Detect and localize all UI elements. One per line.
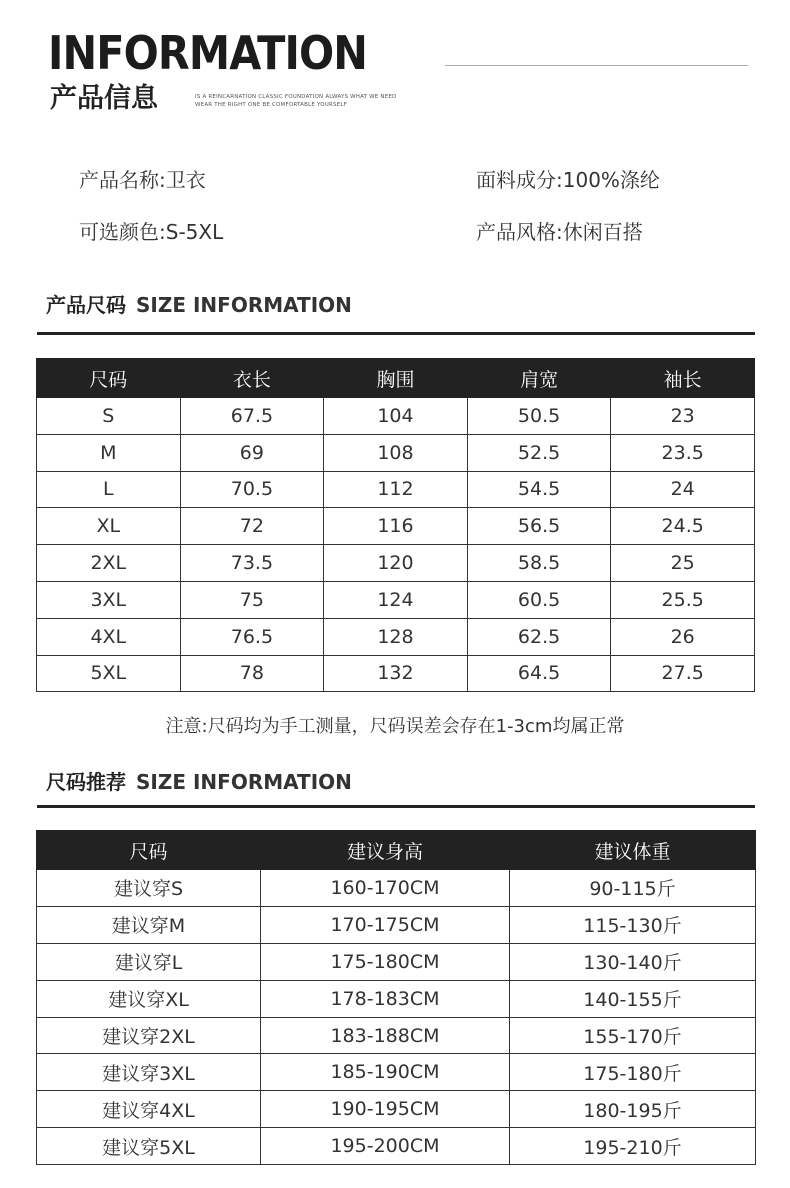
table-cell: 170-175CM — [261, 906, 510, 943]
table-row — [37, 655, 755, 692]
table-cell: 建议穿XL — [37, 980, 261, 1017]
table-cell: 建议穿4XL — [37, 1091, 261, 1128]
header-shoulder: 肩宽 — [467, 359, 611, 398]
table-cell: 190-195CM — [261, 1091, 510, 1128]
recommend-section-title-en: SIZE INFORMATION — [136, 770, 352, 794]
table-cell: 建议穿L — [37, 943, 261, 980]
table-cell: 175-180CM — [261, 943, 510, 980]
table-row — [37, 398, 755, 435]
tagline — [195, 93, 425, 109]
table-cell: 5XL — [37, 655, 181, 692]
table-cell: 195-210斤 — [510, 1128, 756, 1165]
size-section-title-cn: 产品尺码 — [46, 293, 126, 317]
table-row — [37, 1054, 756, 1091]
table-cell: 116 — [324, 508, 468, 545]
table-cell: 23 — [611, 398, 755, 435]
table-row — [37, 1091, 756, 1128]
table-cell: 155-170斤 — [510, 1017, 756, 1054]
table-row — [37, 943, 756, 980]
table-cell: 195-200CM — [261, 1128, 510, 1165]
title-divider — [445, 65, 748, 66]
table-row — [37, 434, 755, 471]
table-row — [37, 1017, 756, 1054]
recommend-section-rule — [37, 805, 755, 808]
fabric-label: 面料成分: — [476, 168, 563, 192]
table-row — [37, 906, 756, 943]
table-cell: 76.5 — [180, 618, 324, 655]
style-label: 产品风格: — [476, 220, 563, 244]
recommend-table-body — [37, 870, 756, 1165]
table-cell: 90-115斤 — [510, 870, 756, 907]
color-row — [79, 220, 223, 244]
product-name-label: 产品名称: — [79, 168, 166, 192]
size-section-title-en: SIZE INFORMATION — [136, 293, 352, 317]
product-name-value: 卫衣 — [165, 168, 206, 192]
measurement-note: 注意:尺码均为手工测量，尺码误差会存在1-3cm均属正常 — [165, 716, 625, 737]
table-cell: 69 — [180, 434, 324, 471]
table-cell: 64.5 — [467, 655, 611, 692]
table-cell: 54.5 — [467, 471, 611, 508]
table-cell: 120 — [324, 545, 468, 582]
table-cell: 67.5 — [180, 398, 324, 435]
table-cell: 78 — [180, 655, 324, 692]
table-cell: XL — [37, 508, 181, 545]
page-title-cn: 产品信息 — [50, 83, 158, 114]
color-value: S-5XL — [165, 220, 224, 244]
table-cell: 25 — [611, 545, 755, 582]
table-row — [37, 618, 755, 655]
header-length: 衣长 — [180, 359, 324, 398]
table-cell: 62.5 — [467, 618, 611, 655]
header-rec-size: 尺码 — [37, 831, 261, 870]
table-cell: 56.5 — [467, 508, 611, 545]
tagline-line-2: WEAR THE RIGHT ONE BE COMFORTABLE YOURSELF — [195, 102, 347, 108]
table-cell: 建议穿2XL — [37, 1017, 261, 1054]
table-cell: 75 — [180, 581, 324, 618]
table-row — [37, 980, 756, 1017]
table-cell: S — [37, 398, 181, 435]
table-cell: 建议穿S — [37, 870, 261, 907]
table-cell: 72 — [180, 508, 324, 545]
table-cell: 建议穿5XL — [37, 1128, 261, 1165]
size-table-header-row — [37, 359, 755, 398]
table-cell: 128 — [324, 618, 468, 655]
table-cell: 130-140斤 — [510, 943, 756, 980]
table-cell: 112 — [324, 471, 468, 508]
table-cell: 70.5 — [180, 471, 324, 508]
table-cell: 124 — [324, 581, 468, 618]
size-table-body — [37, 398, 755, 692]
fabric-row — [476, 168, 660, 192]
recommend-table — [36, 830, 756, 1165]
table-cell: 178-183CM — [261, 980, 510, 1017]
table-cell: 23.5 — [611, 434, 755, 471]
header-size: 尺码 — [37, 359, 181, 398]
table-cell: 104 — [324, 398, 468, 435]
table-cell: 27.5 — [611, 655, 755, 692]
table-cell: 185-190CM — [261, 1054, 510, 1091]
table-row — [37, 545, 755, 582]
table-cell: 52.5 — [467, 434, 611, 471]
table-row — [37, 1128, 756, 1165]
table-row — [37, 870, 756, 907]
tagline-line-1: IS A REINCARNATION CLASSIC FOUNDATION ALWAYS WHAT WE NEED — [195, 94, 397, 100]
page-title-en: INFORMATION — [48, 26, 368, 80]
table-row — [37, 471, 755, 508]
table-cell: 160-170CM — [261, 870, 510, 907]
table-cell: 2XL — [37, 545, 181, 582]
table-cell: 132 — [324, 655, 468, 692]
table-cell: 180-195斤 — [510, 1091, 756, 1128]
table-cell: 108 — [324, 434, 468, 471]
table-cell: 50.5 — [467, 398, 611, 435]
table-cell: 24.5 — [611, 508, 755, 545]
color-label: 可选颜色: — [79, 220, 166, 244]
size-table — [36, 358, 755, 692]
recommend-section-title-cn: 尺码推荐 — [46, 770, 126, 794]
recommend-table-header-row — [37, 831, 756, 870]
table-cell: M — [37, 434, 181, 471]
size-section-rule — [37, 332, 755, 335]
table-cell: 140-155斤 — [510, 980, 756, 1017]
table-cell: 73.5 — [180, 545, 324, 582]
table-cell: L — [37, 471, 181, 508]
header-rec-weight: 建议体重 — [510, 831, 756, 870]
table-cell: 58.5 — [467, 545, 611, 582]
style-row — [476, 220, 643, 244]
table-cell: 60.5 — [467, 581, 611, 618]
table-row — [37, 581, 755, 618]
table-cell: 25.5 — [611, 581, 755, 618]
table-cell: 183-188CM — [261, 1017, 510, 1054]
table-row — [37, 508, 755, 545]
header-sleeve: 袖长 — [611, 359, 755, 398]
size-section-heading — [46, 292, 352, 318]
style-value: 休闲百搭 — [562, 220, 643, 244]
table-cell: 26 — [611, 618, 755, 655]
recommend-section-heading — [46, 769, 352, 795]
fabric-value: 100%涤纶 — [562, 168, 660, 192]
product-name-row — [79, 168, 206, 192]
table-cell: 4XL — [37, 618, 181, 655]
header-rec-height: 建议身高 — [261, 831, 510, 870]
table-cell: 175-180斤 — [510, 1054, 756, 1091]
table-cell: 建议穿3XL — [37, 1054, 261, 1091]
table-cell: 24 — [611, 471, 755, 508]
header-chest: 胸围 — [324, 359, 468, 398]
table-cell: 3XL — [37, 581, 181, 618]
table-cell: 建议穿M — [37, 906, 261, 943]
table-cell: 115-130斤 — [510, 906, 756, 943]
